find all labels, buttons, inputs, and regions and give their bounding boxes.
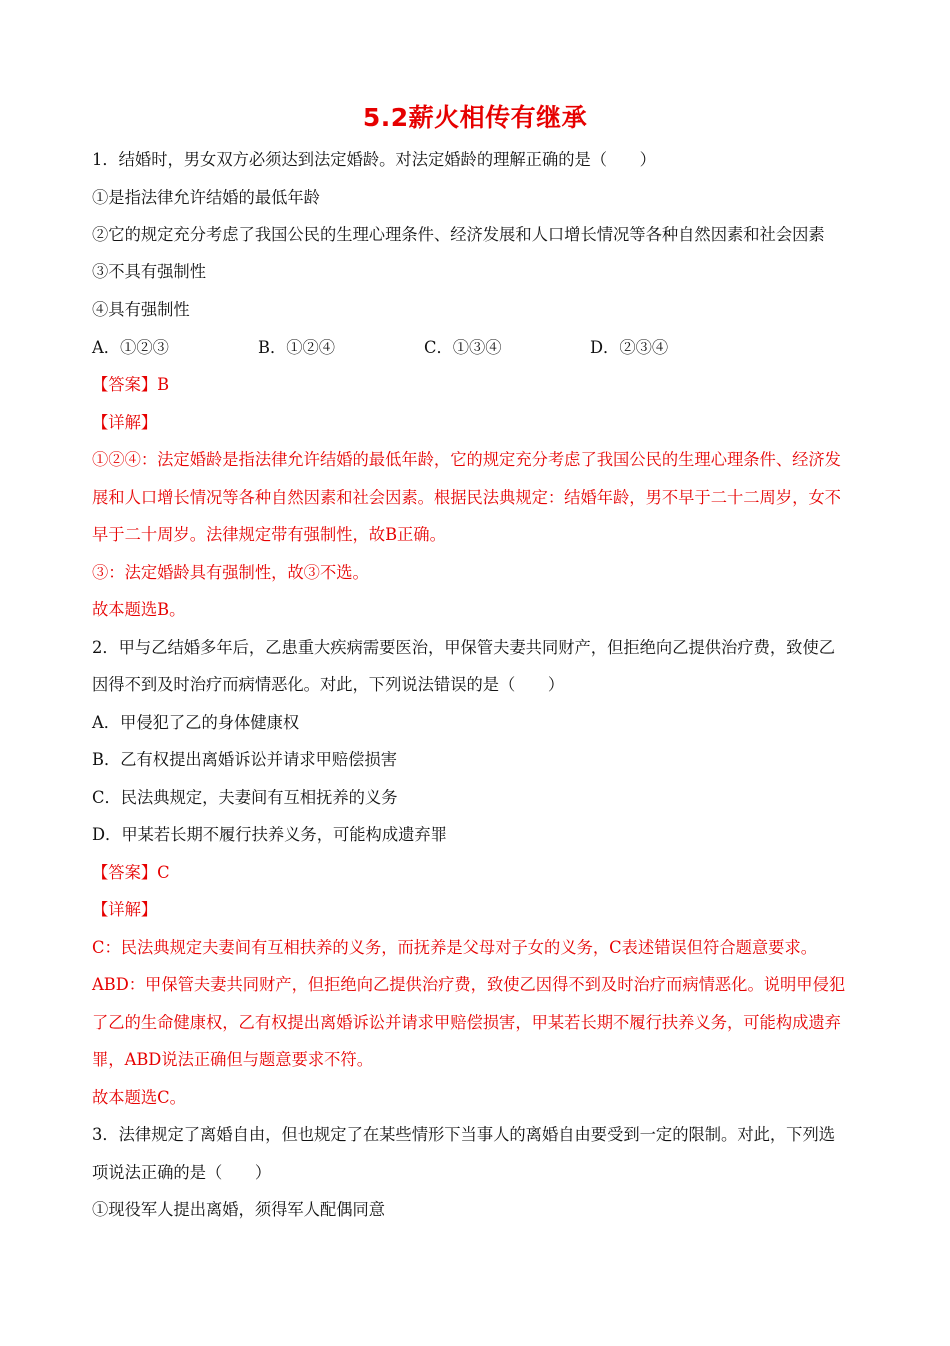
q1-detail-label: 【详解】 <box>92 413 158 432</box>
page-title: 5.2薪火相传有继承 <box>362 103 588 132</box>
q1-statement: ④具有强制性 <box>92 300 190 319</box>
q2-conclusion: 故本题选C。 <box>92 1088 186 1107</box>
q2-option-b: B．乙有权提出离婚诉讼并请求甲赔偿损害 <box>92 750 398 769</box>
q2-explanation-line: ABD：甲保管夫妻共同财产，但拒绝向乙提供治疗费，致使乙因得不到及时治疗而病情恶化。说明甲侵犯 <box>92 975 846 994</box>
q1-option-b: B．①②④ <box>258 338 336 357</box>
q1-explanation-line: 早于二十周岁。法律规定带有强制性，故B正确。 <box>92 525 446 544</box>
q3-stem-line: 3．法律规定了离婚自由，但也规定了在某些情形下当事人的离婚自由要受到一定的限制。对此，下列选 <box>92 1125 836 1144</box>
q1-options-row <box>92 336 862 360</box>
q1-explanation-line: 展和人口增长情况等各种自然因素和社会因素。根据民法典规定：结婚年龄，男不早于二十二周岁，女不 <box>92 488 841 507</box>
q2-option-a: A．甲侵犯了乙的身体健康权 <box>92 713 300 732</box>
q1-statement: ②它的规定充分考虑了我国公民的生理心理条件、经济发展和人口增长情况等各种自然因素和社会因素 <box>92 225 825 244</box>
q2-stem-line: 因得不到及时治疗而病情恶化。对此，下列说法错误的是（ ） <box>92 675 565 694</box>
q1-option-a: A．①②③ <box>92 338 169 357</box>
q1-explanation-line: ③：法定婚龄具有强制性，故③不选。 <box>92 563 369 582</box>
q1-explanation-line: ①②④：法定婚龄是指法律允许结婚的最低年龄，它的规定充分考虑了我国公民的生理心理条件、经济发 <box>92 450 841 469</box>
q1-answer: 【答案】B <box>92 375 170 394</box>
q2-stem-line: 2．甲与乙结婚多年后，乙患重大疾病需要医治，甲保管夫妻共同财产，但拒绝向乙提供治疗费，致使乙 <box>92 638 836 657</box>
q1-option-d: D．②③④ <box>590 338 669 357</box>
q2-explanation-line: 了乙的生命健康权，乙有权提出离婚诉讼并请求甲赔偿损害，甲某若长期不履行扶养义务，可能构成遗弃 <box>92 1013 841 1032</box>
q2-explanation-line: C：民法典规定夫妻间有互相扶养的义务，而抚养是父母对子女的义务，C表述错误但符合题意要求。 <box>92 938 818 957</box>
q2-detail-label: 【详解】 <box>92 900 158 919</box>
q1-option-c: C．①③④ <box>424 338 502 357</box>
q3-statement: ①现役军人提出离婚，须得军人配偶同意 <box>92 1200 386 1219</box>
q2-option-c: C．民法典规定，夫妻间有互相抚养的义务 <box>92 788 398 807</box>
q1-conclusion: 故本题选B。 <box>92 600 186 619</box>
q2-answer: 【答案】C <box>92 863 170 882</box>
q3-stem-line: 项说法正确的是（ ） <box>92 1163 272 1182</box>
q1-statement: ③不具有强制性 <box>92 262 206 281</box>
q1-statement: ①是指法律允许结婚的最低年龄 <box>92 188 320 207</box>
q2-explanation-line: 罪，ABD说法正确但与题意要求不符。 <box>92 1050 373 1069</box>
q1-stem: 1．结婚时，男女双方必须达到法定婚龄。对法定婚龄的理解正确的是（ ） <box>92 150 656 169</box>
q2-option-d: D．甲某若长期不履行扶养义务，可能构成遗弃罪 <box>92 825 447 844</box>
